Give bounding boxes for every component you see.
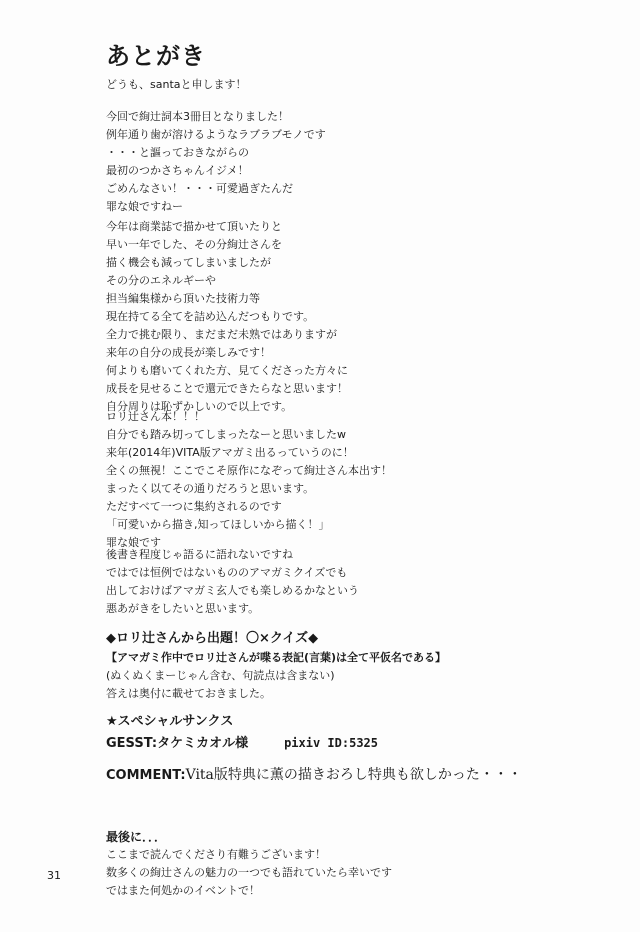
text-line: ごめんなさい！・・・可愛過ぎたんだ: [106, 182, 293, 195]
comment-text: Vita版特典に薫の描きおろし特典も欲しかった・・・: [185, 767, 522, 783]
text-line: 何よりも磨いてくれた方、見てくださった方々に: [106, 364, 348, 377]
page-title: あとがき: [106, 42, 206, 70]
text-line: 数多くの絢辻さんの魅力の一つでも語れていたら幸いです: [106, 866, 392, 879]
text-line: 来年の自分の成長が楽しみです！: [106, 346, 271, 359]
text-line: ・・・と謳っておきながらの: [106, 146, 249, 159]
guest-name: タケミカオル様: [157, 736, 249, 751]
quiz-heading: ◆ロリ辻さんから出題！〇×クイズ◆: [106, 631, 319, 646]
page-number: 31: [47, 869, 61, 882]
text-line: 罪な娘ですねー: [106, 200, 183, 213]
text-line: 担当編集様から頂いた技術力等: [106, 292, 260, 305]
text-line: その分のエネルギーや: [106, 274, 216, 287]
closing-section: [106, 828, 392, 900]
text-line: 描く機会も減ってしまいましたが: [106, 256, 271, 269]
text-line: ただすべて一つに集約されるのです: [106, 500, 282, 513]
paragraph-1: [106, 108, 326, 216]
comment-label: COMMENT:: [106, 768, 186, 783]
text-line: ではでは恒例ではないもののアマガミクイズでも: [106, 566, 348, 579]
text-line: 今回で絢辻詞本3冊目となりました！: [106, 110, 289, 123]
pixiv-id: pixiv ID:5325: [284, 736, 378, 750]
special-thanks-section: [106, 712, 378, 752]
text-line: 来年(2014年)VITA版アマガミ出るっていうのに！: [106, 446, 354, 459]
guest-credit: [106, 732, 378, 752]
paragraph-2: [106, 218, 348, 416]
text-line: 例年通り歯が溶けるようなラブラブモノです: [106, 128, 326, 141]
text-line: 「可愛いから描き,知ってほしいから描く！」: [106, 518, 330, 531]
text-line: 出しておけばアマガミ玄人でも楽しめるかなという: [106, 584, 359, 597]
text-line: 後書き程度じゃ語るに語れないですね: [106, 548, 293, 561]
quiz-question: 【アマガミ作中でロリ辻さんが喋る表記(言葉)は全て平仮名である】: [106, 651, 447, 664]
special-thanks-heading: ★スペシャルサンクス: [106, 714, 234, 729]
text-line: 最初のつかさちゃんイジメ！: [106, 164, 249, 177]
closing-heading: 最後に．．．: [106, 830, 167, 844]
intro-line: どうも、santaと申します！: [106, 78, 247, 91]
text-line: ロリ辻さん本！！！: [106, 410, 205, 423]
text-line: 全力で挑む限り、まだまだ未熟ではありますが: [106, 328, 337, 341]
text-line: 現在持てる全てを詰め込んだつもりです。: [106, 310, 315, 323]
text-line: 悪あがきをしたいと思います。: [106, 602, 260, 615]
text-line: 成長を見せることで還元できたらなと思います！: [106, 382, 348, 395]
guest-label: GESST:: [106, 736, 158, 751]
paragraph-3: [106, 408, 392, 552]
intro-paragraph: [106, 76, 247, 94]
paragraph-4: [106, 546, 359, 618]
comment-line: [106, 762, 522, 786]
text-line: 早い一年でした、その分絢辻さんを: [106, 238, 282, 251]
text-line: 罪な娘です: [106, 536, 161, 549]
text-line: ではまた何処かのイベントで！: [106, 884, 260, 897]
quiz-note: (ぬくぬくまーじゃん含む、句読点は含まない): [106, 669, 335, 682]
text-line: 今年は商業誌で描かせて頂いたりと: [106, 220, 282, 233]
quiz-note: 答えは奥付に載せておきました。: [106, 687, 271, 700]
quiz-section: [106, 629, 446, 703]
text-line: まったく以てその通りだろうと思います。: [106, 482, 315, 495]
text-line: 自分周りは恥ずかしいので以上です。: [106, 400, 293, 413]
text-line: 自分でも踏み切ってしまったなーと思いましたw: [106, 428, 346, 441]
text-line: ここまで読んでくださり有難うございます！: [106, 848, 326, 861]
text-line: 全くの無視！ここでこそ原作になぞって絢辻さん本出す！: [106, 464, 392, 477]
